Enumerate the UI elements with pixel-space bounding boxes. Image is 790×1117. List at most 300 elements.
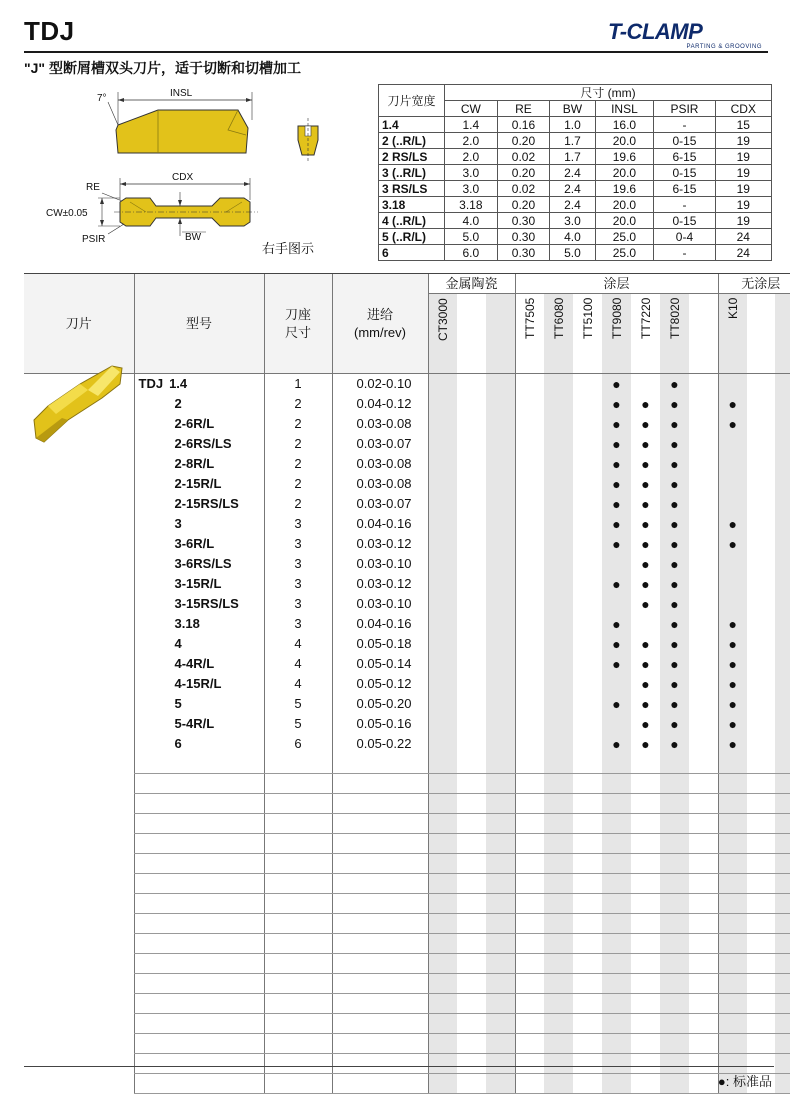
dim-cell: 19 bbox=[715, 165, 771, 181]
grade-cell bbox=[775, 794, 790, 814]
model-cell bbox=[134, 454, 264, 474]
grade-cell bbox=[428, 534, 457, 554]
feed-cell-empty bbox=[332, 914, 428, 934]
standard-mark: ● bbox=[602, 574, 631, 594]
table-row bbox=[24, 454, 790, 474]
grade-cell bbox=[457, 894, 486, 914]
dim-row bbox=[379, 149, 772, 165]
standard-mark: ● bbox=[660, 554, 689, 574]
grade-cell bbox=[515, 974, 544, 994]
grade-cell bbox=[573, 534, 602, 554]
dim-cell: 25.0 bbox=[595, 245, 654, 261]
grade-cell bbox=[660, 1034, 689, 1054]
grade-cell bbox=[573, 894, 602, 914]
grade-header bbox=[544, 294, 573, 374]
insert-diagrams bbox=[30, 80, 370, 270]
grade-cell bbox=[689, 674, 718, 694]
seat-cell-empty bbox=[264, 974, 332, 994]
grade-cell bbox=[573, 614, 602, 634]
feed-cell: 0.04-0.16 bbox=[332, 614, 428, 634]
model-cell-empty bbox=[134, 1034, 264, 1054]
grade-cell bbox=[515, 874, 544, 894]
grade-cell bbox=[689, 714, 718, 734]
grade-cell bbox=[775, 594, 790, 614]
feed-cell-empty bbox=[332, 934, 428, 954]
grade-cell bbox=[486, 574, 515, 594]
table-row bbox=[24, 714, 790, 734]
grade-cell bbox=[747, 514, 775, 534]
insert-top-view bbox=[97, 88, 252, 153]
standard-mark: ● bbox=[641, 535, 650, 552]
grade-header-empty bbox=[486, 294, 515, 374]
grade-cell bbox=[602, 874, 631, 894]
grade-cell bbox=[631, 614, 660, 634]
grade-cell bbox=[457, 594, 486, 614]
grade-cell bbox=[457, 554, 486, 574]
seat-cell-empty bbox=[264, 1054, 332, 1074]
seat-cell-empty bbox=[264, 754, 332, 774]
dim-cell: 0.20 bbox=[497, 197, 550, 213]
grade-cell bbox=[544, 734, 573, 754]
seat-cell: 2 bbox=[264, 414, 332, 434]
grade-cell bbox=[775, 734, 790, 754]
dim-col-header: INSL bbox=[595, 101, 654, 117]
standard-mark: ● bbox=[660, 434, 689, 454]
grade-cell bbox=[428, 614, 457, 634]
grade-cell bbox=[428, 694, 457, 714]
grade-cell bbox=[747, 454, 775, 474]
model-code: 5 bbox=[174, 695, 182, 711]
dim-row bbox=[379, 165, 772, 181]
dim-cell: 0.20 bbox=[497, 165, 550, 181]
seat-cell: 1 bbox=[264, 374, 332, 394]
grade-cell bbox=[573, 754, 602, 774]
grade-cell bbox=[573, 854, 602, 874]
table-row bbox=[24, 394, 790, 414]
grade-cell bbox=[631, 914, 660, 934]
grade-cell bbox=[457, 1074, 486, 1094]
table-row-empty bbox=[24, 814, 790, 834]
seat-cell: 3 bbox=[264, 574, 332, 594]
grade-cell bbox=[573, 1014, 602, 1034]
standard-mark: ● bbox=[641, 715, 650, 732]
grade-cell bbox=[428, 714, 457, 734]
table-row-empty bbox=[24, 794, 790, 814]
header-cermet: 金属陶瓷 bbox=[428, 274, 515, 294]
grade-cell bbox=[747, 554, 775, 574]
grade-cell bbox=[602, 894, 631, 914]
grade-cell bbox=[631, 954, 660, 974]
header-insert: 刀片 bbox=[24, 274, 134, 374]
grade-cell bbox=[457, 814, 486, 834]
model-cell-empty bbox=[134, 974, 264, 994]
grade-cell bbox=[602, 674, 631, 694]
dimensions-header-row bbox=[379, 85, 772, 101]
grade-cell bbox=[457, 754, 486, 774]
grade-cell bbox=[775, 814, 790, 834]
grade-cell bbox=[515, 694, 544, 714]
grade-cell bbox=[515, 734, 544, 754]
grade-cell bbox=[515, 794, 544, 814]
seat-cell: 2 bbox=[264, 394, 332, 414]
grade-cell bbox=[660, 894, 689, 914]
right-hand-note: 右手图示 bbox=[262, 241, 315, 256]
grade-cell bbox=[747, 934, 775, 954]
grade-cell bbox=[573, 514, 602, 534]
grade-cell bbox=[573, 494, 602, 514]
seat-cell-empty bbox=[264, 994, 332, 1014]
grade-cell bbox=[747, 774, 775, 794]
table-row bbox=[24, 674, 790, 694]
dim-cell: 2.4 bbox=[550, 181, 595, 197]
grade-cell bbox=[428, 514, 457, 534]
grade-cell bbox=[631, 774, 660, 794]
grade-cell bbox=[573, 634, 602, 654]
grade-cell bbox=[486, 474, 515, 494]
standard-mark: ● bbox=[602, 534, 631, 554]
grade-cell bbox=[631, 1074, 660, 1094]
grade-cell bbox=[689, 474, 718, 494]
grade-cell bbox=[775, 454, 790, 474]
feed-cell-empty bbox=[332, 854, 428, 874]
grade-cell bbox=[544, 1054, 573, 1074]
grade-cell bbox=[457, 834, 486, 854]
standard-mark: ● bbox=[602, 414, 631, 434]
model-cell-empty bbox=[134, 914, 264, 934]
dim-cell: 0.02 bbox=[497, 149, 550, 165]
dim-cell: 19 bbox=[715, 181, 771, 197]
seat-cell: 4 bbox=[264, 634, 332, 654]
grade-cell bbox=[486, 674, 515, 694]
grade-cell bbox=[660, 794, 689, 814]
grade-cell bbox=[775, 1014, 790, 1034]
seat-cell: 4 bbox=[264, 654, 332, 674]
standard-mark: ● bbox=[641, 735, 650, 752]
grade-cell bbox=[689, 614, 718, 634]
grade-cell bbox=[573, 594, 602, 614]
standard-mark: ● bbox=[660, 374, 689, 394]
grade-cell bbox=[515, 1074, 544, 1094]
table-row bbox=[24, 414, 790, 434]
standard-mark: ● bbox=[660, 474, 689, 494]
grade-cell bbox=[457, 874, 486, 894]
grade-cell bbox=[486, 414, 515, 434]
grade-cell bbox=[486, 994, 515, 1014]
feed-cell: 0.03-0.08 bbox=[332, 474, 428, 494]
grade-cell bbox=[486, 934, 515, 954]
grade-header bbox=[718, 294, 747, 374]
grade-cell bbox=[660, 1074, 689, 1094]
grade-cell bbox=[718, 914, 747, 934]
dim-cell: 1.0 bbox=[550, 117, 595, 133]
grade-cell bbox=[573, 994, 602, 1014]
grade-cell bbox=[486, 634, 515, 654]
grade-cell bbox=[718, 894, 747, 914]
dim-row bbox=[379, 229, 772, 245]
standard-mark: ● bbox=[641, 475, 650, 492]
grade-cell bbox=[660, 774, 689, 794]
grade-cell bbox=[602, 934, 631, 954]
feed-cell-empty bbox=[332, 754, 428, 774]
grade-cell bbox=[457, 414, 486, 434]
standard-mark: ● bbox=[718, 714, 747, 734]
feed-cell-empty bbox=[332, 974, 428, 994]
grade-cell bbox=[544, 374, 573, 394]
grade-cell bbox=[428, 794, 457, 814]
title-rule bbox=[24, 51, 768, 53]
model-code: 1.4 bbox=[169, 375, 188, 391]
grade-cell bbox=[689, 854, 718, 874]
model-code: 3.18 bbox=[174, 615, 200, 631]
model-cell bbox=[134, 534, 264, 554]
grade-cell bbox=[689, 914, 718, 934]
seat-cell-empty bbox=[264, 814, 332, 834]
dim-cell: 3.0 bbox=[445, 181, 498, 197]
grade-cell bbox=[428, 834, 457, 854]
grade-cell bbox=[457, 654, 486, 674]
model-cell bbox=[134, 374, 264, 394]
dim-cell: 15 bbox=[715, 117, 771, 133]
model-code: 4 bbox=[174, 635, 182, 651]
grade-cell bbox=[689, 534, 718, 554]
insert-side-view bbox=[46, 172, 258, 245]
grade-cell bbox=[573, 1074, 602, 1094]
dim-cell: 2.0 bbox=[445, 149, 498, 165]
model-cell bbox=[134, 734, 264, 754]
dim-col-header: CDX bbox=[715, 101, 771, 117]
grade-cell bbox=[573, 414, 602, 434]
standard-mark: ● bbox=[641, 395, 650, 412]
standard-mark: ● bbox=[602, 434, 631, 454]
feed-cell-empty bbox=[332, 1054, 428, 1074]
grade-cell bbox=[515, 894, 544, 914]
model-cell-empty bbox=[134, 854, 264, 874]
grade-cell bbox=[660, 1014, 689, 1034]
grade-cell bbox=[689, 894, 718, 914]
grade-cell bbox=[689, 654, 718, 674]
grade-cell bbox=[573, 734, 602, 754]
dim-cell: 20.0 bbox=[595, 165, 654, 181]
standard-mark: ● bbox=[718, 694, 747, 714]
grade-cell bbox=[689, 494, 718, 514]
grade-cell bbox=[428, 914, 457, 934]
table-row-empty bbox=[24, 1054, 790, 1074]
grade-cell bbox=[747, 954, 775, 974]
grade-cell bbox=[689, 1074, 718, 1094]
standard-mark: ● bbox=[718, 614, 747, 634]
dim-cell-size: 3 (..R/L) bbox=[379, 165, 445, 181]
feed-cell: 0.03-0.10 bbox=[332, 594, 428, 614]
standard-mark: ● bbox=[660, 594, 689, 614]
dim-cell: 1.7 bbox=[550, 149, 595, 165]
grade-cell bbox=[775, 574, 790, 594]
grade-cell bbox=[515, 474, 544, 494]
standard-mark: ● bbox=[660, 454, 689, 474]
grade-cell bbox=[718, 594, 747, 614]
grade-cell bbox=[486, 854, 515, 874]
grade-cell bbox=[428, 434, 457, 454]
seat-cell-empty bbox=[264, 774, 332, 794]
table-row-empty bbox=[24, 774, 790, 794]
standard-mark: ● bbox=[660, 414, 689, 434]
grade-cell bbox=[486, 614, 515, 634]
grade-cell bbox=[544, 494, 573, 514]
grade-cell bbox=[515, 954, 544, 974]
feed-cell: 0.03-0.12 bbox=[332, 534, 428, 554]
grade-cell bbox=[515, 434, 544, 454]
grade-cell bbox=[689, 434, 718, 454]
grade-cell bbox=[457, 954, 486, 974]
grade-cell bbox=[689, 594, 718, 614]
grade-cell bbox=[689, 1014, 718, 1034]
table-row bbox=[24, 554, 790, 574]
seat-cell: 2 bbox=[264, 454, 332, 474]
feed-cell-empty bbox=[332, 954, 428, 974]
dim-cell-size: 2 RS/LS bbox=[379, 149, 445, 165]
grade-cell bbox=[457, 774, 486, 794]
grade-name: TT5100 bbox=[580, 298, 595, 340]
standard-mark: ● bbox=[718, 414, 747, 434]
model-code: 2-6RS/LS bbox=[174, 435, 232, 451]
grade-cell bbox=[573, 394, 602, 414]
grade-header-empty bbox=[457, 294, 486, 374]
grade-cell bbox=[486, 1074, 515, 1094]
grade-cell bbox=[457, 534, 486, 554]
grade-cell bbox=[775, 834, 790, 854]
grade-cell bbox=[457, 454, 486, 474]
grade-cell bbox=[631, 894, 660, 914]
grade-cell bbox=[573, 834, 602, 854]
model-cell-empty bbox=[134, 934, 264, 954]
grade-cell bbox=[486, 734, 515, 754]
grade-cell bbox=[515, 914, 544, 934]
standard-mark: ● bbox=[641, 455, 650, 472]
dim-cell: 24 bbox=[715, 229, 771, 245]
grade-cell bbox=[747, 894, 775, 914]
grade-cell bbox=[747, 874, 775, 894]
grade-cell bbox=[747, 634, 775, 654]
standard-mark: ● bbox=[718, 514, 747, 534]
grade-cell bbox=[718, 574, 747, 594]
grade-cell bbox=[660, 974, 689, 994]
grade-cell bbox=[689, 794, 718, 814]
grade-cell bbox=[631, 754, 660, 774]
grade-cell bbox=[775, 494, 790, 514]
grade-cell bbox=[544, 994, 573, 1014]
grade-cell bbox=[515, 514, 544, 534]
grade-cell bbox=[689, 834, 718, 854]
feed-cell: 0.05-0.22 bbox=[332, 734, 428, 754]
grade-cell bbox=[515, 454, 544, 474]
model-cell bbox=[134, 654, 264, 674]
page-title: TDJ bbox=[24, 16, 75, 46]
grade-cell bbox=[428, 414, 457, 434]
dim-cell: 20.0 bbox=[595, 213, 654, 229]
grade-cell bbox=[457, 494, 486, 514]
dim-header-group: 尺寸 (mm) bbox=[445, 85, 772, 101]
seat-cell: 2 bbox=[264, 434, 332, 454]
table-row-empty bbox=[24, 894, 790, 914]
grade-cell bbox=[544, 594, 573, 614]
grade-cell bbox=[544, 754, 573, 774]
grade-cell bbox=[544, 954, 573, 974]
feed-cell: 0.03-0.07 bbox=[332, 494, 428, 514]
standard-mark: ● bbox=[718, 654, 747, 674]
grade-cell bbox=[428, 674, 457, 694]
grade-cell bbox=[457, 1014, 486, 1034]
header-seat: 刀座 尺寸 bbox=[264, 274, 332, 374]
grade-cell bbox=[747, 574, 775, 594]
model-cell-empty bbox=[134, 794, 264, 814]
seat-cell-empty bbox=[264, 1014, 332, 1034]
grade-cell bbox=[775, 894, 790, 914]
dim-cell: 24 bbox=[715, 245, 771, 261]
model-code: 2-6R/L bbox=[174, 415, 215, 431]
model-cell-empty bbox=[134, 994, 264, 1014]
seat-cell: 3 bbox=[264, 554, 332, 574]
grade-header bbox=[515, 294, 544, 374]
seat-cell-empty bbox=[264, 854, 332, 874]
table-row-empty bbox=[24, 994, 790, 1014]
table-row-empty bbox=[24, 914, 790, 934]
table-row-empty bbox=[24, 1074, 790, 1094]
grade-cell bbox=[457, 434, 486, 454]
model-cell-empty bbox=[134, 754, 264, 774]
table-row-empty bbox=[24, 954, 790, 974]
grade-cell bbox=[747, 994, 775, 1014]
grade-cell bbox=[486, 774, 515, 794]
grade-cell bbox=[775, 434, 790, 454]
grade-cell bbox=[689, 734, 718, 754]
grade-cell bbox=[718, 374, 747, 394]
feed-cell: 0.05-0.14 bbox=[332, 654, 428, 674]
grade-cell bbox=[747, 974, 775, 994]
standard-mark: ● bbox=[641, 575, 650, 592]
grade-cell bbox=[486, 1034, 515, 1054]
grade-cell bbox=[544, 894, 573, 914]
model-cell bbox=[134, 474, 264, 494]
model-code: 3-6R/L bbox=[174, 535, 215, 551]
table-row-empty bbox=[24, 1034, 790, 1054]
grade-cell bbox=[457, 474, 486, 494]
dim-cell: 25.0 bbox=[595, 229, 654, 245]
grade-cell bbox=[775, 514, 790, 534]
grade-cell bbox=[775, 974, 790, 994]
grade-cell bbox=[486, 1054, 515, 1074]
grade-name: TT7505 bbox=[522, 298, 537, 340]
grade-cell bbox=[602, 954, 631, 974]
grade-cell bbox=[689, 554, 718, 574]
grade-cell bbox=[718, 1014, 747, 1034]
grade-cell bbox=[602, 814, 631, 834]
grade-cell bbox=[747, 494, 775, 514]
grade-cell bbox=[428, 734, 457, 754]
table-row bbox=[24, 434, 790, 454]
grade-cell bbox=[457, 934, 486, 954]
grade-cell bbox=[486, 514, 515, 534]
grade-cell bbox=[689, 1054, 718, 1074]
grade-cell bbox=[718, 874, 747, 894]
grade-cell bbox=[689, 634, 718, 654]
grade-cell bbox=[428, 954, 457, 974]
grade-cell bbox=[544, 534, 573, 554]
grade-cell bbox=[775, 554, 790, 574]
feed-cell-empty bbox=[332, 1074, 428, 1094]
table-row bbox=[24, 574, 790, 594]
grade-cell bbox=[428, 574, 457, 594]
feed-cell: 0.02-0.10 bbox=[332, 374, 428, 394]
grade-cell bbox=[544, 874, 573, 894]
